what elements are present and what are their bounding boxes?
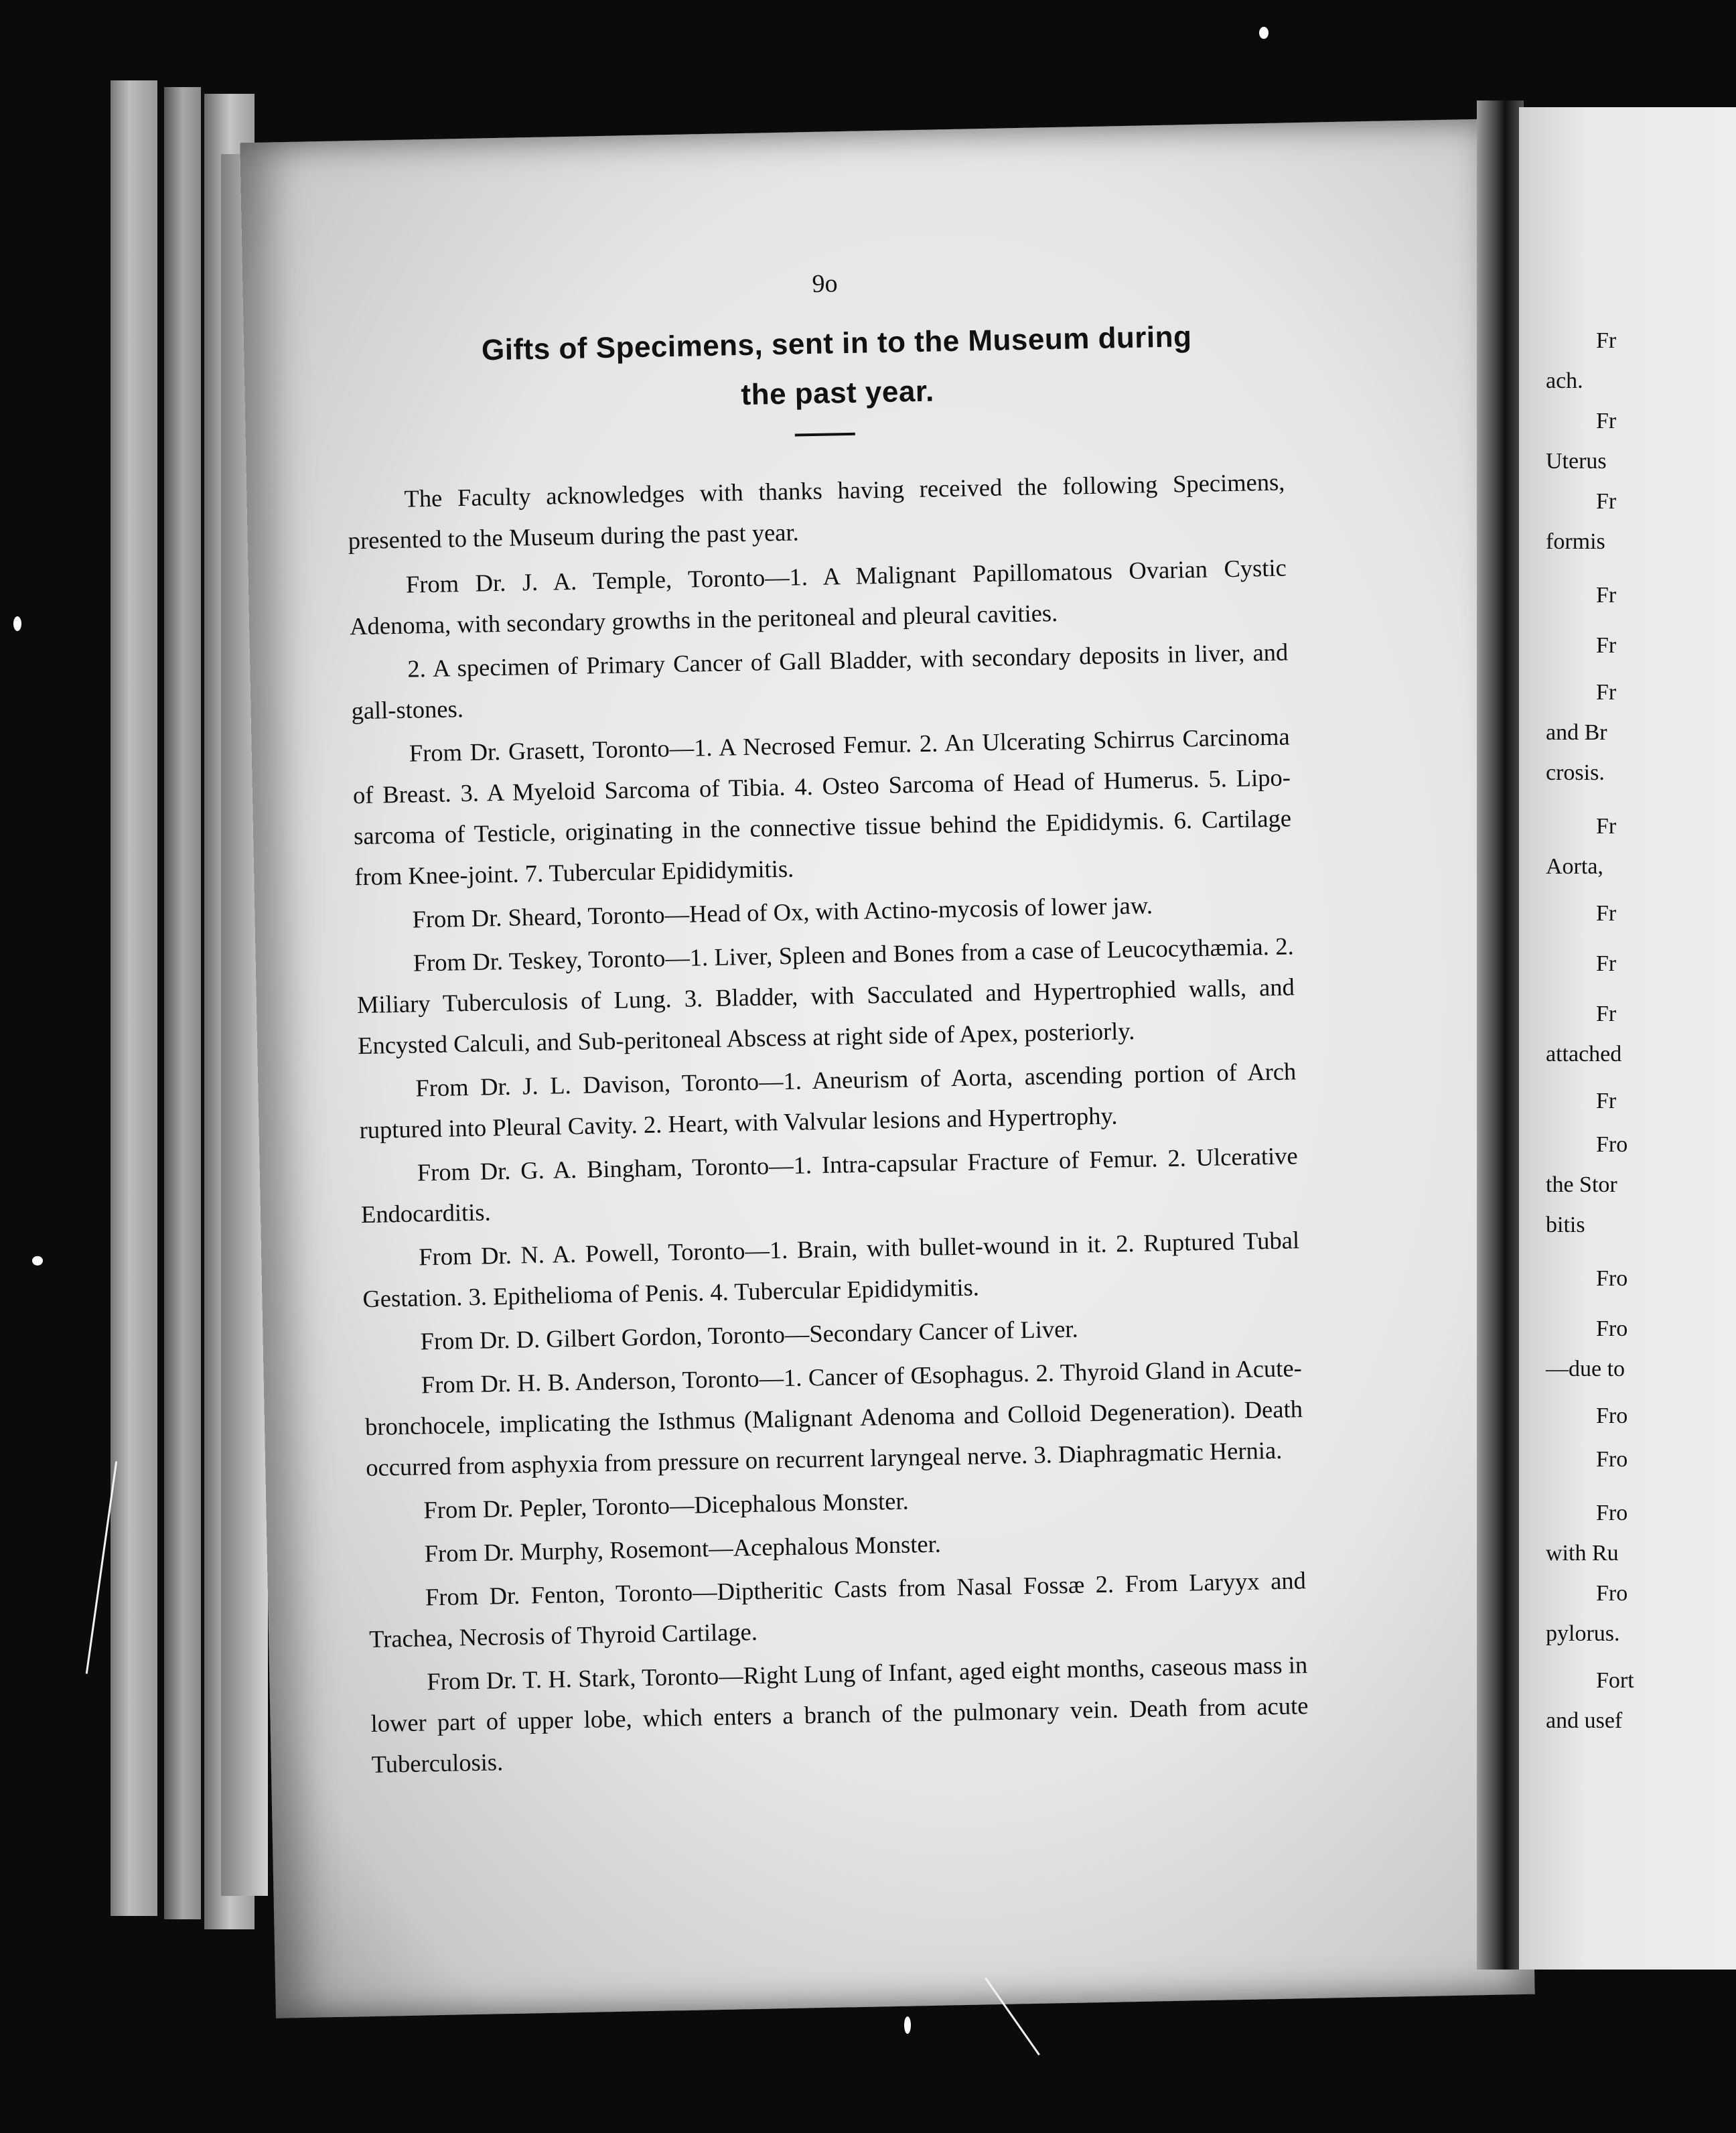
book-edge	[111, 80, 157, 1916]
right-fragment: Fort	[1596, 1668, 1634, 1693]
right-fragment: Fro	[1596, 1501, 1628, 1525]
right-fragment: Fr	[1596, 1089, 1617, 1113]
heading-line-1: Gifts of Specimens, sent in to the Museum during	[481, 320, 1192, 367]
right-fragment: Uterus	[1546, 449, 1607, 474]
right-fragment: Fro	[1596, 1266, 1628, 1291]
paragraph-intro: The Faculty acknowledges with thanks having received the following Specimens, presented to the Museum during the past year.	[348, 468, 1285, 555]
paragraph-temple-2: 2. A specimen of Primary Cancer of Gall Bladder, with secondary deposits in liver, and gall-stones.	[351, 638, 1289, 725]
right-fragment: pylorus.	[1546, 1621, 1620, 1646]
left-page	[240, 119, 1534, 2018]
page-number: 9o	[812, 269, 838, 298]
right-fragment: Aorta,	[1546, 854, 1603, 879]
dust-speck	[1259, 27, 1269, 39]
right-fragment: Fr	[1596, 633, 1617, 658]
book-edge	[164, 87, 201, 1919]
right-fragment: Fr	[1596, 951, 1617, 976]
right-fragment: bitis	[1546, 1213, 1585, 1237]
body-text	[347, 461, 1309, 1787]
dust-speck	[904, 2016, 911, 2034]
right-fragment: attached	[1546, 1042, 1622, 1066]
right-fragment: ach.	[1546, 368, 1583, 393]
page-heading	[344, 309, 1331, 427]
paragraph-teskey: From Dr. Teskey, Toronto—1. Liver, Spleen and Bones from a case of Leucocythæmia. 2. Miliary Tuberculosis of Lung. 3. Bladder, with Sacculated and Hypertrophied walls, and Encysted Calculi, and Sub-peritoneal Abscess at right side of Apex, posteriorly.	[356, 932, 1295, 1060]
paragraph-gordon: From Dr. D. Gilbert Gordon, Toronto—Secondary Cancer of Liver.	[420, 1314, 1078, 1355]
right-fragment: Fr	[1596, 328, 1617, 353]
paragraph-temple: From Dr. J. A. Temple, Toronto—1. A Malignant Papillomatous Ovarian Cystic Adenoma, with secondary growths in the peritoneal and pleural cavities.	[349, 553, 1287, 640]
paragraph-pepler: From Dr. Pepler, Toronto—Dicephalous Monster.	[423, 1487, 910, 1524]
right-fragment: Fr	[1596, 583, 1617, 608]
heading-rule	[795, 433, 855, 437]
right-fragment: Fr	[1596, 814, 1617, 839]
right-fragment: Fro	[1596, 1132, 1628, 1157]
right-fragment: Fr	[1596, 409, 1617, 433]
right-page	[1519, 107, 1736, 1970]
heading-line-2: the past year.	[741, 374, 935, 412]
right-fragment: and Br	[1546, 720, 1607, 745]
right-fragment: Fro	[1596, 1447, 1628, 1472]
paragraph-anderson: From Dr. H. B. Anderson, Toronto—1. Cancer of Œsophagus. 2. Thyroid Gland in Acute-bronchocele, implicating the Isthmus (Malignant Adenoma and Colloid Degeneration). Death occurred from asphyxia from pressure on recurrent laryngeal nerve. 3. Diaphragmatic Hernia.	[364, 1354, 1303, 1482]
right-fragment: Fr	[1596, 1002, 1617, 1026]
right-fragment: Fr	[1596, 680, 1617, 705]
right-fragment: with Ru	[1546, 1541, 1619, 1566]
paragraph-sheard: From Dr. Sheard, Toronto—Head of Ox, with Actino-mycosis of lower jaw.	[412, 891, 1153, 933]
right-fragment: crosis.	[1546, 760, 1605, 785]
paragraph-bingham: From Dr. G. A. Bingham, Toronto—1. Intra-capsular Fracture of Femur. 2. Ulcerative Endocarditis.	[360, 1142, 1298, 1229]
right-fragment: Fr	[1596, 901, 1617, 926]
paragraph-davison: From Dr. J. L. Davison, Toronto—1. Aneurism of Aorta, ascending portion of Arch ruptured into Pleural Cavity. 2. Heart, with Valvular lesions and Hypertrophy.	[359, 1057, 1297, 1144]
right-fragment: and usef	[1546, 1708, 1623, 1733]
right-fragment: Fr	[1596, 489, 1617, 514]
right-fragment: the Stor	[1546, 1172, 1617, 1197]
right-fragment: Fro	[1596, 1316, 1628, 1341]
book-gutter	[1477, 100, 1524, 1970]
paragraph-fenton: From Dr. Fenton, Toronto—Diptheritic Casts from Nasal Fossæ 2. From Laryyx and Trachea, Necrosis of Thyroid Cartilage.	[368, 1566, 1307, 1653]
right-fragment: Fro	[1596, 1403, 1628, 1428]
paragraph-grasett: From Dr. Grasett, Toronto—1. A Necrosed Femur. 2. An Ulcerating Schirrus Carcinoma of Breast. 3. A Myeloid Sarcoma of Tibia. 4. Osteo Sarcoma of Head of Humerus. 5. Lipo-sarcoma of Testicle, originating in the connective tissue behind the Epididymis. 6. Cartilage from Knee-joint. 7. Tubercular Epididymitis.	[352, 722, 1292, 891]
paragraph-powell: From Dr. N. A. Powell, Toronto—1. Brain, with bullet-wound in it. 2. Ruptured Tubal Gestation. 3. Epithelioma of Penis. 4. Tubercular Epididymitis.	[362, 1226, 1300, 1313]
right-fragment: formis	[1546, 529, 1605, 554]
dust-speck	[13, 616, 21, 631]
paragraph-murphy: From Dr. Murphy, Rosemont—Acephalous Monster.	[424, 1529, 942, 1568]
right-fragment: Fro	[1596, 1581, 1628, 1606]
paragraph-stark: From Dr. T. H. Stark, Toronto—Right Lung of Infant, aged eight months, caseous mass in lower part of upper lobe, which enters a branch of the pulmonary vein. Death from acute Tuberculosis.	[370, 1651, 1309, 1778]
dust-speck	[32, 1256, 43, 1265]
right-fragment: —due to	[1546, 1357, 1625, 1381]
